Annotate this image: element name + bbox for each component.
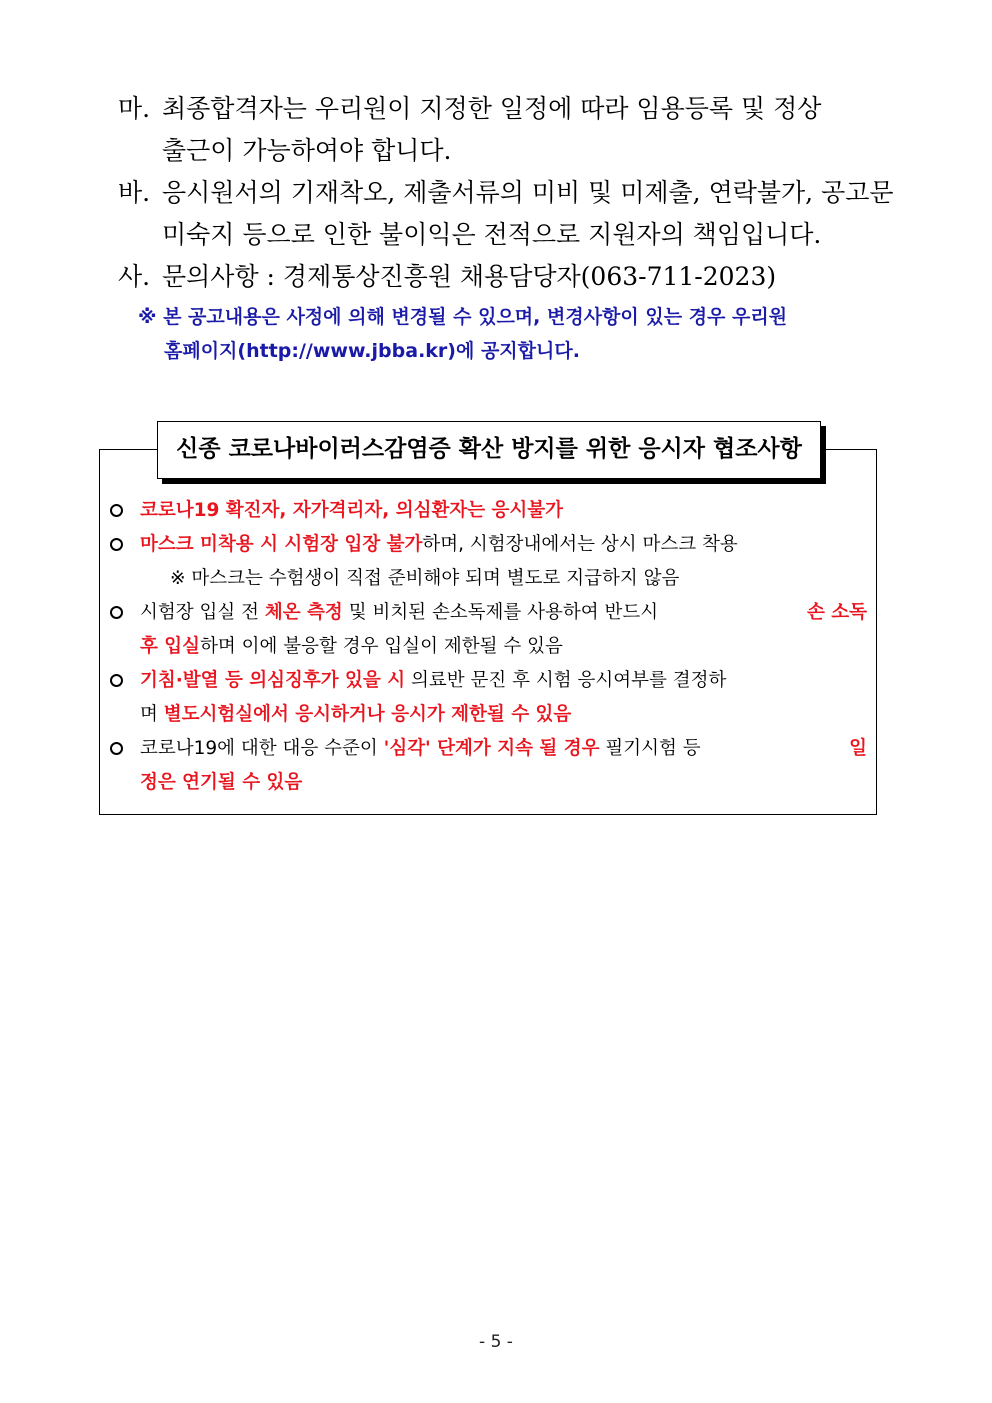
highlight-text: 별도시험실에서 응시하거나 응시가 제한될 수 있음 xyxy=(163,704,572,725)
sub-note: ※ 마스크는 수험생이 직접 준비해야 되며 별도로 지급하지 않음 xyxy=(170,568,680,589)
item-sa xyxy=(118,256,898,298)
highlight-text: 후 입실 xyxy=(140,636,201,657)
circle-bullet-icon xyxy=(110,504,123,517)
item-marker: 바. xyxy=(118,178,151,207)
circle-bullet-icon xyxy=(110,538,123,551)
item-line xyxy=(140,732,867,766)
notice-line-continued: 홈페이지(http://www.jbba.kr)에 공지합니다. xyxy=(164,340,580,362)
notice-line: ※ 본 공고내용은 사정에 의해 변경될 수 있으며, 변경사항이 있는 경우 우리원 xyxy=(138,306,788,328)
list-item xyxy=(110,494,867,528)
highlight-text: 코로나19 확진자, 자가격리자, 의심환자는 응시불가 xyxy=(140,500,563,521)
item-text: 문의사항 : 경제통상진흥원 채용담당자(063-711-2023) xyxy=(162,262,777,291)
circle-bullet-icon xyxy=(110,674,123,687)
item-line-text xyxy=(140,732,701,766)
highlight-text: 체온 측정 xyxy=(264,602,343,623)
item-line xyxy=(140,630,867,664)
highlight-text: '심각' 단계가 지속 될 경우 xyxy=(383,738,600,759)
item-ma xyxy=(118,88,898,172)
change-notice xyxy=(138,300,898,368)
page-number: - 5 - xyxy=(479,1332,513,1352)
circle-bullet-icon xyxy=(110,606,123,619)
item-line xyxy=(140,596,867,630)
item-marker: 마. xyxy=(118,94,151,123)
highlight-text: 기침·발열 등 의심징후가 있을 시 xyxy=(140,670,406,691)
item-text-continued: 출근이 가능하여야 합니다. xyxy=(162,136,452,165)
item-line-text xyxy=(140,596,658,630)
highlight-text: 정은 연기될 수 있음 xyxy=(140,772,303,793)
item-text: 하며 이에 불응할 경우 입실이 제한될 수 있음 xyxy=(200,636,563,657)
item-text-continued: 미숙지 등으로 인한 불이익은 전적으로 지원자의 책임입니다. xyxy=(162,220,822,249)
item-text: 최종합격자는 우리원이 지정한 일정에 따라 임용등록 및 정상 xyxy=(162,94,822,123)
covid-guidelines-list xyxy=(110,494,867,800)
item-text: 의료반 문진 후 시험 응시여부를 결정하 xyxy=(405,670,727,691)
item-marker: 사. xyxy=(118,262,151,291)
item-text: 시험장 입실 전 xyxy=(140,602,265,623)
item-text: 필기시험 등 xyxy=(599,738,701,759)
item-text: 하며, 시험장내에서는 상시 마스크 착용 xyxy=(422,534,738,555)
list-item xyxy=(110,664,867,732)
item-ba xyxy=(118,172,898,256)
highlight-text: 일 xyxy=(849,738,867,759)
item-text: 및 비치된 손소독제를 사용하여 반드시 xyxy=(342,602,659,623)
highlight-text: 손 소독 xyxy=(806,602,867,623)
list-item xyxy=(110,528,867,596)
list-item xyxy=(110,596,867,664)
list-item xyxy=(110,732,867,800)
item-line xyxy=(140,664,867,698)
item-text: 응시원서의 기재착오, 제출서류의 미비 및 미제출, 연락불가, 공고문 xyxy=(162,178,894,207)
circle-bullet-icon xyxy=(110,742,123,755)
item-line xyxy=(140,698,867,732)
item-text: 코로나19에 대한 대응 수준이 xyxy=(140,738,384,759)
covid-guidelines-title: 신종 코로나바이러스감염증 확산 방지를 위한 응시자 협조사항 xyxy=(157,421,821,479)
item-text: 며 xyxy=(140,704,164,725)
highlight-text: 마스크 미착용 시 시험장 입장 불가 xyxy=(140,534,423,555)
